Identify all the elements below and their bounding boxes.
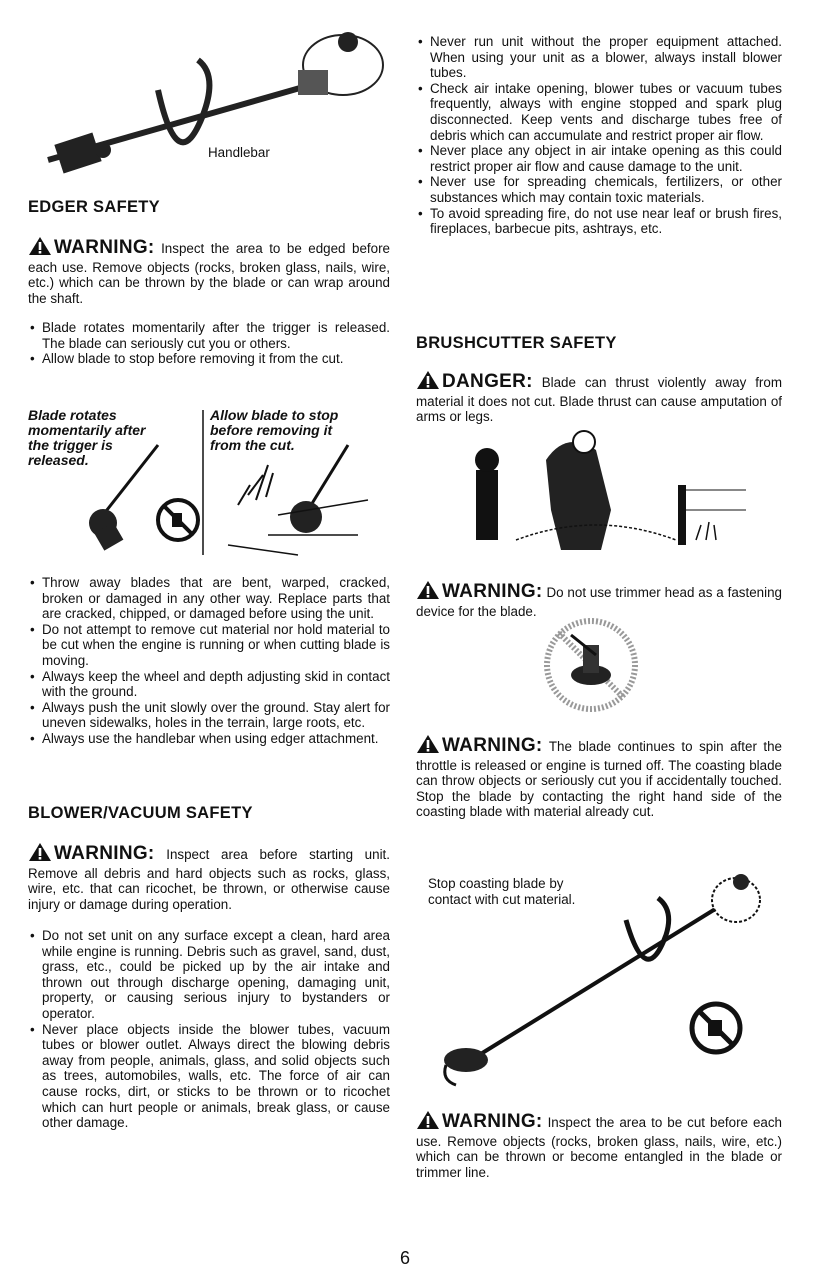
edger-blade-illustration (28, 405, 390, 565)
edger-bullets-bottom (28, 575, 390, 747)
warning-triangle-icon (416, 734, 440, 758)
edger-bullets-top (28, 320, 390, 367)
blower-bullets-continued (416, 34, 782, 237)
list-item: • Always use the handlebar when using edger attachment. (28, 731, 390, 747)
blower-heading: BLOWER/VACUUM SAFETY (28, 804, 253, 822)
list-item: • Always keep the wheel and depth adjusting skid in contact with the ground. (28, 669, 390, 700)
danger-word: DANGER: (442, 371, 533, 392)
warning-triangle-icon (28, 236, 52, 260)
coasting-label: Stop coasting blade by contact with cut material. (428, 876, 576, 907)
warning-word: WARNING: (442, 581, 543, 602)
list-item: • Always push the unit slowly over the ground. Stay alert for uneven sidewalks, holes in the terrain, large roots, etc. (28, 700, 390, 731)
warning-word: WARNING: (442, 1111, 543, 1132)
list-item: • Blade rotates momentarily after the trigger is released. The blade can seriously cut you or others. (28, 320, 390, 351)
warning-word: WARNING: (442, 735, 543, 756)
list-item: • To avoid spreading fire, do not use near leaf or brush fires, fireplaces, barbecue pits, ashtrays, etc. (416, 206, 782, 237)
warning-text: Inspect the area to be cut before each use. Remove objects (rocks, broken glass, nails, wire, etc.) which can be thrown or become entangled in the blade or trimmer line. (416, 1115, 782, 1180)
brushcutter-warning-2 (416, 734, 782, 820)
list-item: • Never run unit without the proper equipment attached. When using your unit as a blower, always install blower tubes. (416, 34, 782, 81)
blower-warning (28, 842, 390, 912)
warning-text: Do not use trimmer head as a fastening device for the blade. (416, 585, 782, 619)
warning-word: WARNING: (54, 237, 155, 258)
handlebar-illustration (28, 20, 388, 190)
warning-triangle-icon (416, 1110, 440, 1134)
edger-heading: EDGER SAFETY (28, 198, 160, 216)
brushcutter-danger (416, 370, 782, 425)
coasting-blade-illustration (416, 860, 782, 1090)
list-item: • Check air intake opening, blower tubes or vacuum tubes frequently, always with engine stopped and spark plug disconnected. Keep vents and discharge tubes free of debris which can accumulate and restrict proper air flow. (416, 81, 782, 143)
edger-warning (28, 236, 390, 306)
blower-bullets (28, 928, 390, 1131)
warning-triangle-icon (416, 580, 440, 604)
warning-triangle-icon (28, 842, 52, 866)
no-trimmer-head-illustration (541, 615, 641, 715)
warning-text: The blade continues to spin after the throttle is released or engine is turned off. The coasting blade can throw objects or seriously cut you if accidentally touched. Stop the blade by contacting the right hand side of the coasting blade with material already cut. (416, 739, 783, 820)
handlebar-label: Handlebar (208, 145, 270, 160)
page-number: 6 (400, 1248, 411, 1268)
list-item: • Throw away blades that are bent, warped, cracked, broken or damaged in any other way. Replace parts that are cracked, chipped, or damaged before using the unit. (28, 575, 390, 622)
danger-text: Blade can thrust violently away from material it does not cut. Blade thrust can cause amputation of arms or legs. (416, 375, 782, 425)
brushcutter-heading: BRUSHCUTTER SAFETY (416, 334, 617, 352)
brushcutter-warning-1 (416, 580, 782, 619)
blade-thrust-illustration (456, 430, 756, 560)
caption-allow-blade-stop: Allow blade to stop before removing it from the cut. (210, 407, 339, 453)
brushcutter-warning-3 (416, 1110, 782, 1180)
warning-word: WARNING: (54, 843, 155, 864)
list-item: • Allow blade to stop before removing it from the cut. (28, 351, 390, 367)
warning-triangle-icon (416, 370, 440, 394)
caption-blade-rotates: Blade rotates momentarily after the trigger is released. (28, 407, 146, 468)
warning-text: Inspect area before starting unit. Remove all debris and hard objects such as rocks, glass, wire, etc. that can ricochet, be thrown, or otherwise cause injury or damage during operation. (28, 847, 390, 912)
list-item: • Never place objects inside the blower tubes, vacuum tubes or blower outlet. Always direct the blowing debris away from people, animals, glass, and solid objects such as trees, automobiles, walls, etc. The force of air can cause rocks, dirt, or sticks to be thrown or to ricochet which can hurt people or animals, break glass, or cause other damage. (28, 1022, 390, 1131)
list-item: • Never use for spreading chemicals, fertilizers, or other substances which may contain toxic materials. (416, 174, 782, 205)
list-item: • Never place any object in air intake opening as this could restrict proper air flow and cause damage to the unit. (416, 143, 782, 174)
list-item: • Do not set unit on any surface except a clean, hard area while engine is running. Debris such as gravel, sand, dust, grass, etc., could be picked up by the air intake and thrown out through discharge opening, damaging unit, property, or causing serious injury to bystanders or operator. (28, 928, 390, 1022)
warning-text: Inspect the area to be edged before each use. Remove objects (rocks, broken glass, nails, wire, etc.) which can be thrown by the blade or can wrap around the shaft. (28, 241, 390, 306)
list-item: • Do not attempt to remove cut material nor hold material to be cut when the engine is running or when cutting blade is moving. (28, 622, 390, 669)
